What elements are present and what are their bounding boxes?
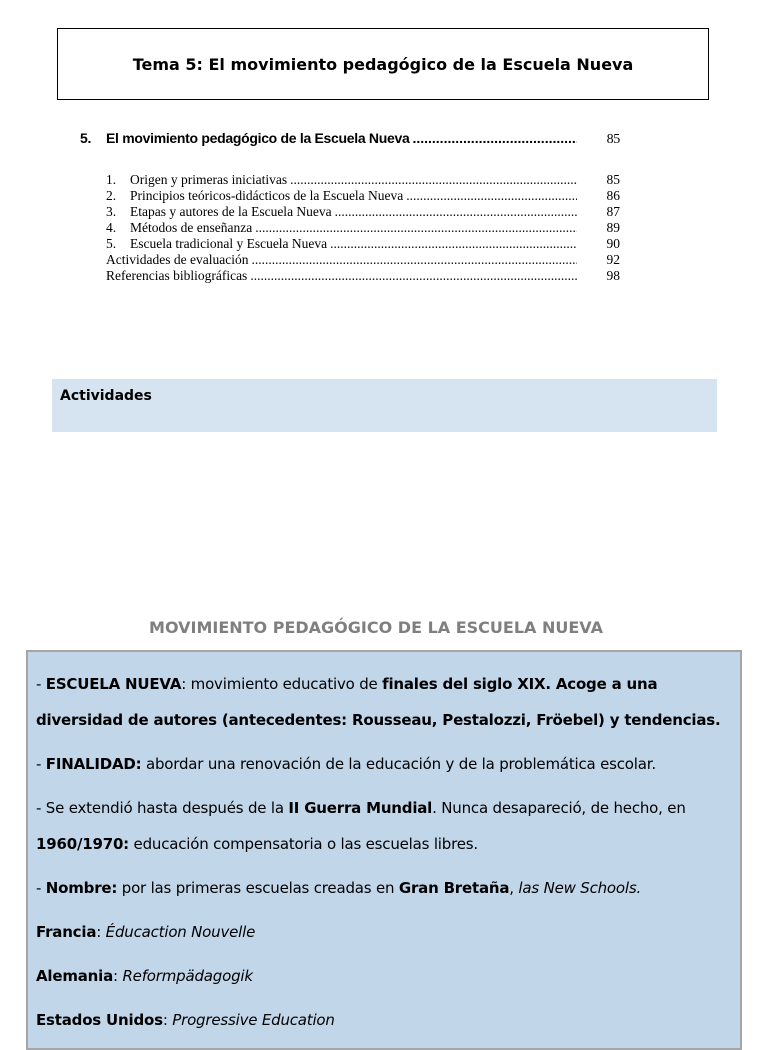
toc-leader-dots (250, 268, 577, 284)
title-box (57, 28, 709, 100)
toc-item[interactable] (80, 236, 620, 252)
toc-extra-label: Actividades de evaluación (106, 252, 249, 267)
toc-leader-dots (406, 188, 577, 204)
country-name-france: Francia: Éducaction Nouvelle (36, 923, 256, 941)
document-title: Tema 5: El movimiento pedagógico de la Escuela Nueva (132, 54, 634, 74)
toc-main-entry[interactable] (80, 130, 620, 158)
toc-leader-dots (290, 172, 577, 188)
toc-item-page: 90 (606, 236, 620, 251)
toc-leader-dots (335, 204, 577, 220)
toc-item-label: Etapas y autores de la Escuela Nueva (130, 204, 332, 219)
info-box (26, 650, 742, 1050)
toc-leader-dots (255, 220, 577, 236)
table-of-contents (80, 130, 620, 284)
toc-leader-dots (330, 236, 577, 252)
country-name-usa: Estados Unidos: Progressive Education (36, 1011, 335, 1029)
toc-item-number: 3. (106, 204, 117, 219)
toc-item-page: 86 (606, 188, 620, 203)
toc-item[interactable] (80, 204, 620, 220)
toc-item-page: 87 (606, 204, 620, 219)
toc-extra-page: 98 (606, 268, 620, 283)
toc-item[interactable] (80, 172, 620, 188)
toc-item[interactable] (80, 220, 620, 236)
toc-extra-item[interactable] (80, 268, 620, 284)
toc-extra-label: Referencias bibliográficas (106, 268, 248, 283)
info-paragraph-finalidad: - FINALIDAD: abordar una renovación de la educación y de la problemática escolar. (36, 755, 656, 773)
toc-main-label: El movimiento pedagógico de la Escuela Nueva (106, 130, 410, 146)
toc-item-number: 2. (106, 188, 117, 203)
toc-item-page: 85 (606, 172, 620, 187)
toc-main-page: 85 (606, 132, 620, 147)
info-paragraph-nombre: - Nombre: por las primeras escuelas creadas en Gran Bretaña, las New Schools. (36, 879, 642, 897)
toc-leader-dots (251, 252, 577, 268)
toc-main-number: 5. (80, 130, 92, 146)
section-heading: MOVIMIENTO PEDAGÓGICO DE LA ESCUELA NUEVA (149, 618, 603, 637)
toc-item-label: Origen y primeras iniciativas (130, 172, 288, 187)
info-paragraph-extension: - Se extendió hasta después de la II Guerra Mundial. Nunca desapareció, de hecho, en 1960/1970: educación compensatoria o las escuelas libres. (36, 799, 686, 853)
toc-extra-item[interactable] (80, 252, 620, 268)
toc-leader-dots (412, 130, 577, 146)
country-name-germany: Alemania: Reformpädagogik (36, 967, 253, 985)
activities-box (52, 379, 717, 432)
toc-item-label: Principios teóricos-didácticos de la Escuela Nueva (130, 188, 404, 203)
toc-item-number: 1. (106, 172, 117, 187)
activities-heading: Actividades (60, 388, 152, 404)
toc-item-label: Métodos de enseñanza (130, 220, 253, 235)
toc-item-number: 4. (106, 220, 117, 235)
toc-item-page: 89 (606, 220, 620, 235)
toc-item-number: 5. (106, 236, 117, 251)
toc-item-label: Escuela tradicional y Escuela Nueva (130, 236, 328, 251)
toc-extra-page: 92 (606, 252, 620, 267)
toc-item[interactable] (80, 188, 620, 204)
info-paragraph-escuela-nueva: - ESCUELA NUEVA: movimiento educativo de finales del siglo XIX. Acoge a una diversidad de autores (antecedentes: Rousseau, Pestalozzi, Fröebel) y tendencias. (36, 675, 721, 729)
